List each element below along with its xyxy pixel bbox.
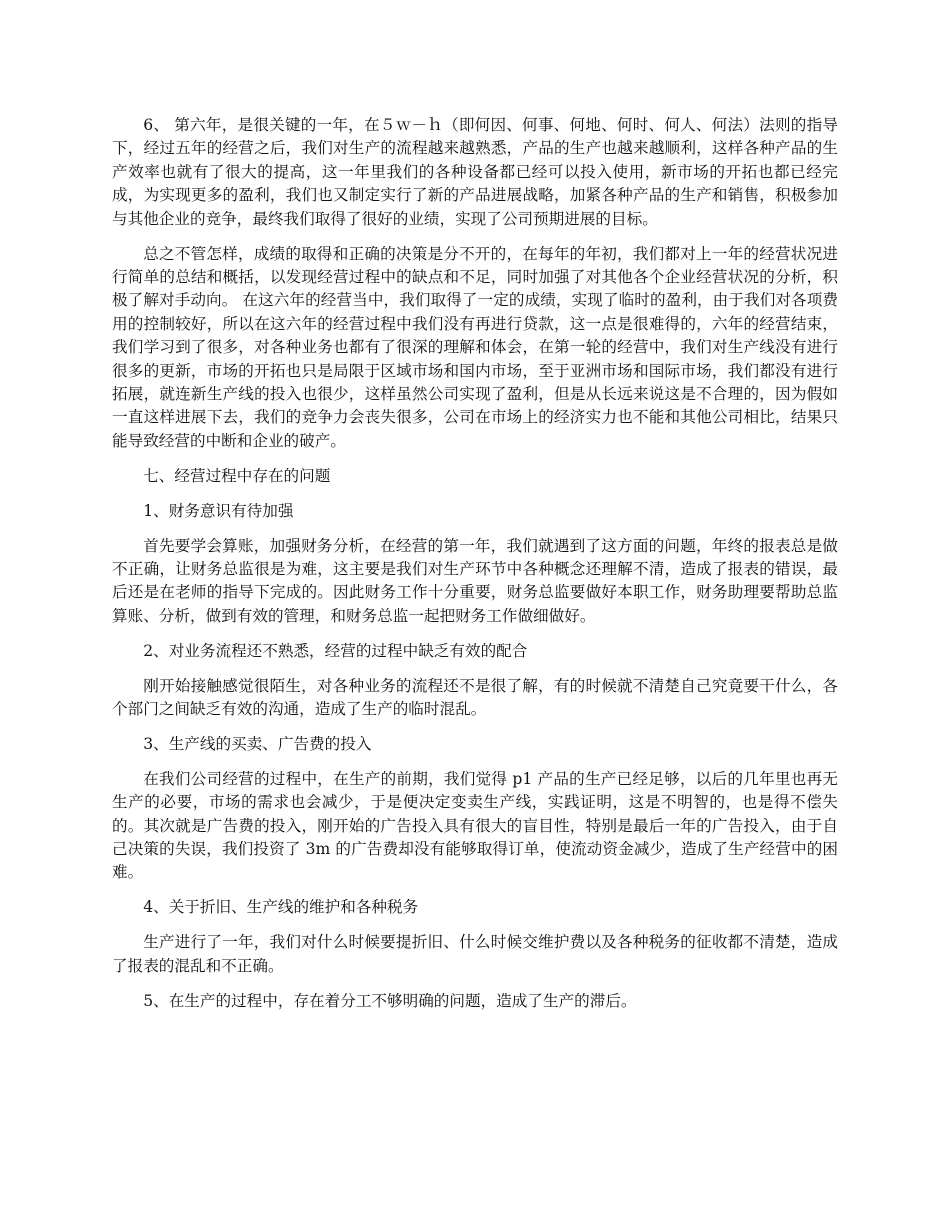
subheading-production-line-ads: 3、生产线的买卖、广告费的投入 bbox=[143, 734, 372, 753]
paragraph-finance-awareness: 首先要学会算账，加强财务分析，在经营的第一年，我们就遇到了这方面的问题，年终的报表总是做不正确，让财务总监很是为难，这主要是我们对生产环节中各种概念还理解不清，造成了报表的错误，最后还是在老师的指导下完成的。因此财务工作十分重要，财务总监要做好本职工作，财务助理要帮助总监算账、分析，做到有效的管理，和财务总监一起把财务工作做细做好。 bbox=[112, 536, 838, 625]
document-page bbox=[112, 114, 838, 1024]
paragraph-business-process: 刚开始接触感觉很陌生，对各种业务的流程还不是很了解，有的时候就不清楚自己究竟要干什么，各个部门之间缺乏有效的沟通，造成了生产的临时混乱。 bbox=[112, 676, 838, 718]
paragraph-summary: 总之不管怎样，成绩的取得和正确的决策是分不开的，在每年的年初，我们都对上一年的经营状况进行简单的总结和概括，以发现经营过程中的缺点和不足，同时加强了对其他各个企业经营状况的分析，积极了解对手动向。 在这六年的经营当中，我们取得了一定的成绩，实现了临时的盈利，由于我们对各项费用的控制较好，所以在这六年的经营过程中我们没有再进行贷款，这一点是很难得的，六年的经营结束，我们学习到了很多，对各种业务也都有了很深的理解和体会，在第一轮的经营中，我们对生产线没有进行很多的更新，市场的开拓也只是局限于区域市场和国内市场，至于亚洲市场和国际市场，我们都没有进行拓展，就连新生产线的投入也很少，这样虽然公司实现了盈利，但是从长远来说这是不合理的，因为假如一直这样进展下去，我们的竞争力会丧失很多，公司在市场上的经济实力也不能和其他公司相比，结果只能导致经营的中断和企业的破产。 bbox=[112, 244, 838, 450]
subheading-division-of-labor: 5、在生产的过程中，存在着分工不够明确的问题，造成了生产的滞后。 bbox=[143, 991, 637, 1010]
subheading-business-process: 2、对业务流程还不熟悉，经营的过程中缺乏有效的配合 bbox=[143, 641, 528, 660]
subheading-depreciation-tax: 4、关于折旧、生产线的维护和各种税务 bbox=[143, 898, 419, 917]
paragraph-year-six: 6、 第六年，是很关键的一年，在５ｗ－ｈ（即何因、何事、何地、何时、何人、何法）法则的指导下，经过五年的经营之后，我们对生产的流程越来越熟悉，产品的生产也越来越顺利，这样各种产品的生产效率也就有了很大的提高，这一年里我们的各种设备都已经可以投入使用，新市场的开拓也都已经完成，为实现更多的盈利，我们也又制定实行了新的产品进展战略，加紧各种产品的生产和销售，积极参加与其他企业的竞争，最终我们取得了很好的业绩，实现了公司预期进展的目标。 bbox=[112, 116, 838, 228]
subheading-finance-awareness: 1、财务意识有待加强 bbox=[143, 501, 294, 520]
section-heading-problems: 七、经营过程中存在的问题 bbox=[143, 466, 331, 485]
paragraph-production-line-ads: 在我们公司经营的过程中，在生产的前期，我们觉得 p1 产品的生产已经足够，以后的几年里也再无生产的必要，市场的需求也会减少，于是便决定变卖生产线，实践证明，这是不明智的，也是得不偿失的。其次就是广告费的投入，刚开始的广告投入具有很大的盲目性，特别是最后一年的广告投入，由于自己决策的失误，我们投资了 3m 的广告费却没有能够取得订单，使流动资金减少，造成了生产经营中的困难。 bbox=[112, 769, 838, 882]
paragraph-depreciation-tax: 生产进行了一年，我们对什么时候要提折旧、什么时候交维护费以及各种税务的征收都不清楚，造成了报表的混乱和不正确。 bbox=[112, 933, 838, 975]
